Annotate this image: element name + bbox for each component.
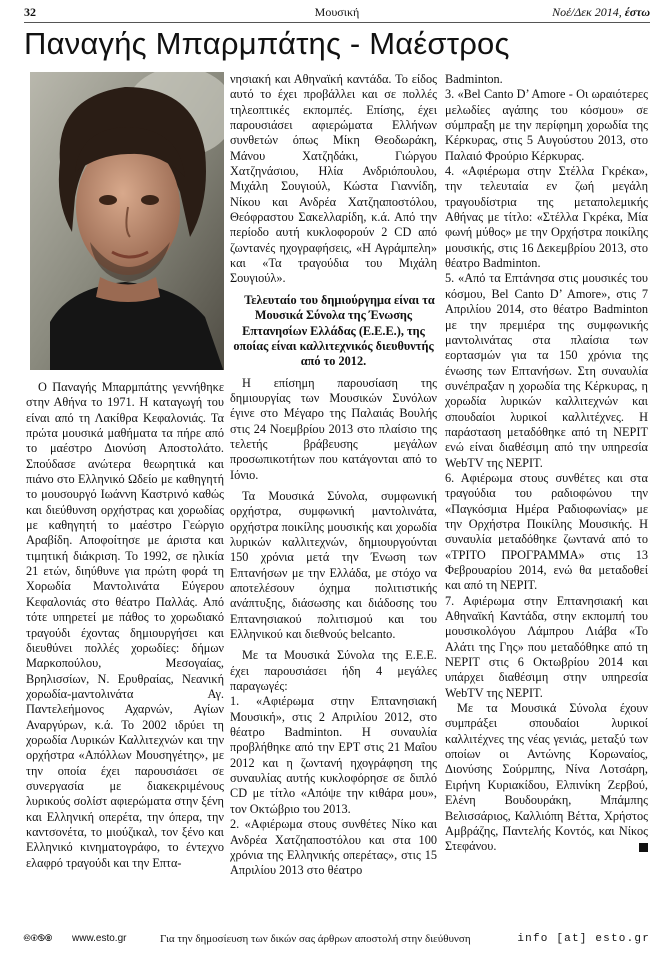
paragraph [445,701,648,854]
magazine-brand: έστω [624,5,650,19]
issue-info [552,5,650,20]
list-item: 5. «Από τα Επτάνησα στις μουσικές του κόσμου, Bel Canto D’ Amore», στις 7 Απριλίου 2014, στο θέατρο Badminton με την πρεμιέρα της συμφωνικής μαντολινάτας στα πλαίσια των εορτασμών για τα 150 χρόνια της ένωσης των Επτανήσων. Στη συναυλία συνέπραξαν η χορωδία της Κέρκυρας, η χορωδία λυρικών καλλιτεχνών και σπουδαίοι λυρικοί καλλιτέχνες. Η παράσταση μεταδόθηκε από τη ΝΕΡΙΤ ενώ είναι διαθέσιμη από την υπηρεσία WebTV της ΝΕΡΙΤ. [445,271,648,470]
highlight-paragraph: Τελευταίο του δημιούργημα είναι τα Μουσικά Σύνολα της Ένωσης Επτανησίων Ελλάδας (Ε.Ε.Ε.), της οποίας είναι καλλιτεχνικός διευθυντής από το 2012. [233,292,435,369]
paragraph: Ο Παναγής Μπαρμπάτης γεννήθηκε στην Αθήνα το 1971. Η καταγωγή του είναι από τη Λακίθρα Κεφαλονιάς. Τα πρώτα μουσικά μαθήματα τα πήρε από το μαέστρο Διονύση Αποστολάτο. Σπούδασε ανώτερα θεωρητικά και πιάνο στο Ελληνικό Ωδείο με καθηγητή το μουσουργό Ιωάννη Καστρινό καθώς και διεύθυνση ορχήστρας και χορωδίας με καθηγητή το μαέστρο Γεώργιο Αραβίδη. Αποφοίτησε με άριστα και τιμητική διάκριση. Το 1992, σε ηλικία 21 ετών, διηύθυνε για πρώτη φορά τη Χορωδία Μαντολινάτα Εύγερου Κεφαλονιάς στο θέατρο Παλλάς. Από τότε υπηρετεί με πάθος το χορωδιακό τραγούδι έχοντας δημιουργήσει και διευθύνει πολλές χορωδίες: δήμων Μαρκοπούλου, Μεσογαίας, Βρηλισσίων, Ν. Ερυθραίας, Νεανική χορωδία-μαντολινάτα Αγ. Παντελεήμονος Αχαρνών, Αγίων Αναργύρων, κ.ά. Το 2002 ιδρύει τη χορωδία Λυρικών Καλλιτεχνών και την ορχήστρα «Απόλλων Μουσηγέτης», με την οποία έχει παρουσιάσει σε συνεργασία με διακεκριμένους λυρικούς σολίστ αφιερώματα στην ξένη και Ελληνική οπερέτα, την όπερα, την καντσονέτα, το μιούζικαλ, τον ξένο και Ελληνικό κινηματογράφο, το έντεχνο ελαφρό τραγούδι και την Επτα- [26,380,224,870]
list-item: 3. «Bel Canto D’ Amore - Οι ωραιότερες μελωδίες αγάπης του κόσμου» σε σύμπραξη με την περίφημη χορωδία της Κέρκυρας, στις 5 Αυγούστου 2013, στο Παλαιό Φρούριο Κέρκυρας. [445,87,648,163]
list-item: 4. «Αφιέρωμα στην Στέλλα Γκρέκα», την τελευταία εν ζωή μεγάλη τραγουδίστρια της μεταπολεμικής Αθήνας με τίτλο: «Στέλλα Γκρέκα, Μία φωνή μύθος» με την Ορχήστρα ποικίλης μουσικής, στις 16 Δεκεμβρίου 2013, στο θέατρο Badminton. [445,164,648,271]
article-column-2 [230,72,437,879]
paragraph: Η επίσημη παρουσίαση της δημιουργίας των Μουσικών Συνόλων έγινε στο Μέγαρο της Παλαιάς Βουλής στις 24 Νοεμβρίου 2013 στο πλαίσιο της τελετής βράβευσης μεγάλων προσωπικοτήτων που κατάγονται από το Ιόνιο. [230,375,437,482]
article-column-3 [445,72,648,855]
list-item: 7. Αφιέρωμα στην Επτανησιακή και Αθηναϊκή Καντάδα, στην εκπομπή του μουσικολόγου Λάμπρου Λιάβα «Το Αλάτι της Γης» που μεταδόθηκε από τη ΝΕΡΙΤ στις 6 Οκτωβρίου 2014 και υπάρχει διαθέσιμη στην υπηρεσία WebTV της ΝΕΡΙΤ. [445,593,648,700]
paragraph: Με τα Μουσικά Σύνολα της Ε.Ε.Ε. έχει παρουσιάσει ήδη 4 μεγάλες παραγωγές: [230,648,437,694]
portrait-photo [30,72,224,370]
license-icons: 🅭🅯🄏🄍 [24,933,53,944]
section-name: Μουσική [314,5,360,19]
issue-date: Νοέ/Δεκ 2014, [552,5,622,19]
site-link[interactable]: www.esto.gr [72,933,127,944]
closing-text: Με τα Μουσικά Σύνολα έχουν συμπράξει σπουδαίοι λυρικοί καλλιτέχνες της νέας γενιάς, μεταξύ των οποίων οι Αντώνης Κορωναίος, Διονύσης Σούρμπης, Νίνα Λοτσάρη, Ειρήνη Κυριακίδου, Ελπινίκη Ζερβού, Ελένη Βουδουράκη, Μπάμπης Βελισσάριος, Καλλιόπη Βέττα, Χρήστος Αμβράζης, Παντελής Κοντός, και Νίκος Στεφάνου. [445,701,648,854]
list-item: 1. «Αφιέρωμα στην Επτανησιακή Μουσική», στις 2 Απριλίου 2012, στο θέατρο Badminton. Η συναυλία προβλήθηκε από την ΕΡΤ στις 21 Μαΐου 2012 και η ζωντανή ηχογράφηση της συναυλίας αυτής κυκλοφόρησε σε διπλό CD με τίτλο «Απόψε την κιθάρα μου», τον Οκτώβριο του 2013. [230,694,437,816]
contact-email[interactable]: info [at] esto.gr [517,933,650,945]
page-footer [24,933,650,947]
list-item: 6. Αφιέρωμα στους συνθέτες και στα τραγούδια του ραδιοφώνου την «Παγκόσμια Ημέρα Ραδιοφωνίας» με την Ορχήστρα Ποικίλης Μουσικής. Η συναυλία μεταδόθηκε ζωντανά από το «ΤΡΙΤΟ ΠΡΟΓΡΑΜΜΑ» στις 13 Φεβρουαρίου 2014, ενώ θα μεταδοθεί και από τη ΝΕΡΙΤ. [445,470,648,593]
portrait-image [30,72,224,370]
paragraph: Τα Μουσικά Σύνολα, συμφωνική ορχήστρα, συμφωνική μαντολινάτα, ορχήστρα ποικίλης μουσικής και χορωδία λυρικών καλλιτεχνών, δημιουργούνται 150 χρόνια μετά την Ένωση των Επτανήσων με την Ελλάδα, με στόχο να αποτελέσουν όχημα πολιτιστικής ανάπτυξης, διάσωσης και διάδοσης του Επτανησιακού πολιτισμού και του Ελληνικού και διεθνούς belcanto. [230,488,437,642]
page-number: 32 [24,5,36,19]
submission-note: Για την δημοσίευση των δικών σας άρθρων αποστολή στην διεύθυνση [160,933,471,945]
end-of-article-mark [639,843,648,852]
article-column-1 [26,380,224,871]
paragraph: νησιακή και Αθηναϊκή καντάδα. Το είδος αυτό το έχει προβάλλει και σε πολλές τηλεοπτικές εκπομπές. Επίσης, έχει παρουσιάσει αφιερώματα Ελλήνων συνθετών όπως Μίκη Θεοδωράκη, Μάνου Χατζηδάκι, Γιώργου Χατζηνάσιου, Ηλία Ανδριόπουλου, Μιχάλη Σουγιούλ, Κώστα Γιαννίδη, Νίκου και Ανδρέα Χατζηαποστόλου, Θεόφραστου Σακελλαρίδη, κ.ά. Από την περίοδο αυτή κυκλοφορούν 2 CD από ζωντανές ηχογραφήσεις, «Η Αγράμπελη» και «Τα τραγούδια του Μιχάλη Σουγιούλ». [230,72,437,286]
list-item: 2. «Αφιέρωμα στους συνθέτες Νίκο και Ανδρέα Χατζηαποστόλου και στα 100 χρόνια της Ελληνικής οπερέτας», στις 15 Απριλίου 2013 στο θέατρο [230,817,437,878]
paragraph: Badminton. [445,72,503,86]
page-header [24,4,650,23]
article-title: Παναγής Μπαρμπάτης - Μαέστρος [24,26,510,61]
